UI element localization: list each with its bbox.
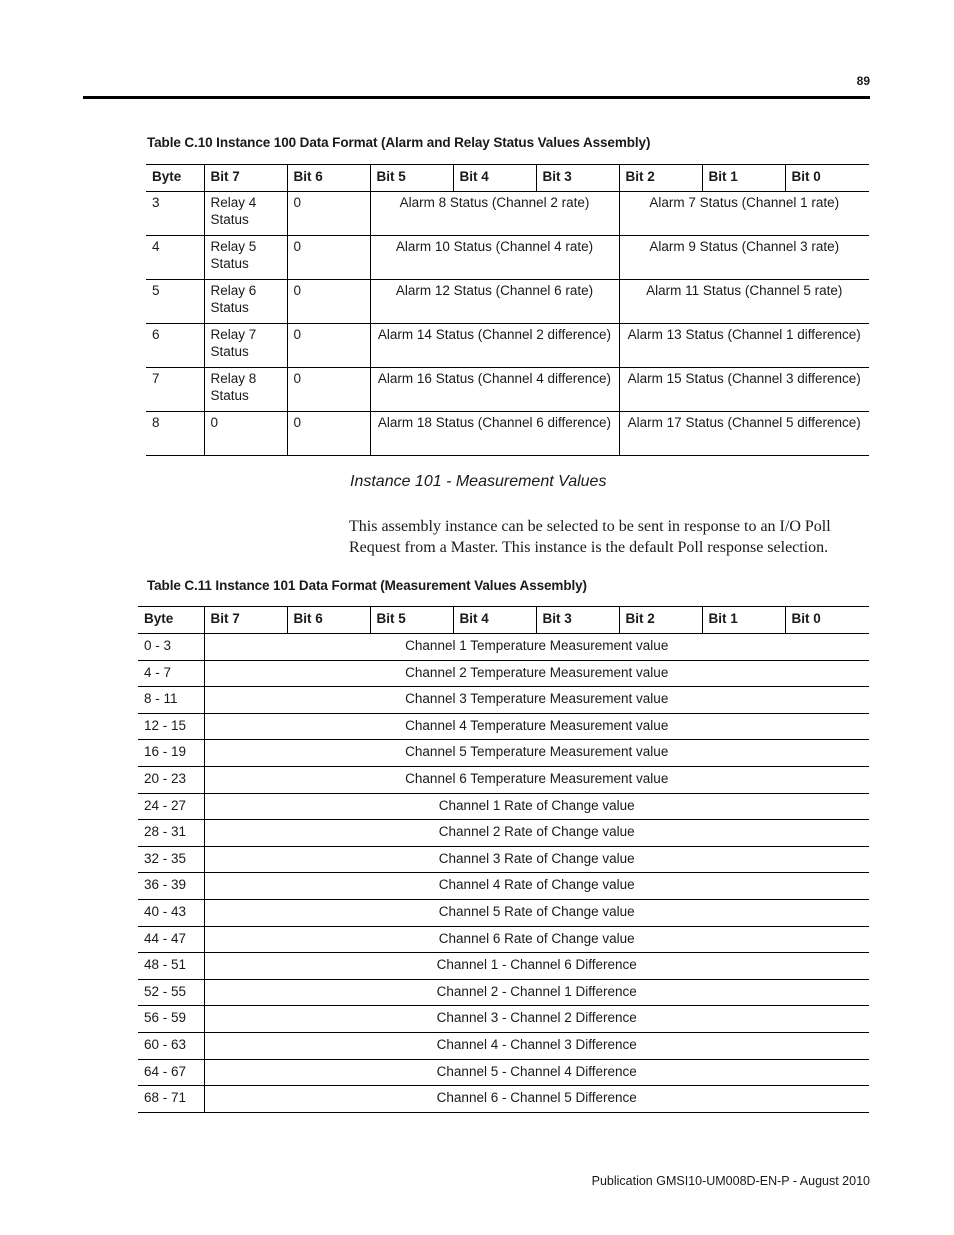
- measurement-value-cell: Channel 3 - Channel 2 Difference: [204, 1006, 869, 1033]
- bit6-cell: 0: [287, 280, 370, 324]
- column-header: Bit 0: [785, 607, 869, 634]
- table-row: [138, 899, 869, 926]
- measurement-value-cell: Channel 6 Temperature Measurement value: [204, 766, 869, 793]
- column-header: Bit 6: [287, 607, 370, 634]
- measurement-value-cell: Channel 1 - Channel 6 Difference: [204, 953, 869, 980]
- byte-cell: 44 - 47: [138, 926, 204, 953]
- alarm-status-cell: Alarm 8 Status (Channel 2 rate): [370, 192, 619, 236]
- column-header: Bit 4: [453, 607, 536, 634]
- byte-cell: 6: [146, 324, 204, 368]
- table-row: [138, 1059, 869, 1086]
- alarm-status-cell: Alarm 18 Status (Channel 6 difference): [370, 412, 619, 456]
- table-row: [138, 1032, 869, 1059]
- byte-cell: 28 - 31: [138, 820, 204, 847]
- table-row: [138, 740, 869, 767]
- measurement-value-cell: Channel 6 Rate of Change value: [204, 926, 869, 953]
- bit6-cell: 0: [287, 324, 370, 368]
- byte-cell: 52 - 55: [138, 979, 204, 1006]
- byte-cell: 36 - 39: [138, 873, 204, 900]
- bit7-cell: Relay 4 Status: [204, 192, 287, 236]
- table-c10: [146, 164, 869, 456]
- column-header: Bit 1: [702, 607, 785, 634]
- alarm-status-cell: Alarm 7 Status (Channel 1 rate): [619, 192, 869, 236]
- table-row: [138, 979, 869, 1006]
- byte-cell: 20 - 23: [138, 766, 204, 793]
- measurement-value-cell: Channel 4 Rate of Change value: [204, 873, 869, 900]
- byte-cell: 68 - 71: [138, 1086, 204, 1113]
- byte-cell: 5: [146, 280, 204, 324]
- alarm-status-cell: Alarm 15 Status (Channel 3 difference): [619, 368, 869, 412]
- measurement-value-cell: Channel 3 Temperature Measurement value: [204, 687, 869, 714]
- bit6-cell: 0: [287, 192, 370, 236]
- measurement-value-cell: Channel 5 - Channel 4 Difference: [204, 1059, 869, 1086]
- table-row: [138, 926, 869, 953]
- measurement-value-cell: Channel 3 Rate of Change value: [204, 846, 869, 873]
- bit7-cell: Relay 5 Status: [204, 236, 287, 280]
- section-body: This assembly instance can be selected to be sent in response to an I/O Poll Request from a Master. This instance is the default Poll response selection.: [349, 518, 831, 556]
- alarm-status-cell: Alarm 10 Status (Channel 4 rate): [370, 236, 619, 280]
- alarm-status-cell: Alarm 9 Status (Channel 3 rate): [619, 236, 869, 280]
- section-heading: Instance 101 - Measurement Values: [350, 473, 607, 490]
- byte-cell: 24 - 27: [138, 793, 204, 820]
- table-row: [146, 192, 869, 236]
- table-row: [138, 793, 869, 820]
- alarm-status-cell: Alarm 14 Status (Channel 2 difference): [370, 324, 619, 368]
- header-rule: [83, 96, 870, 99]
- table-row: [138, 687, 869, 714]
- column-header: Bit 0: [785, 165, 869, 192]
- table-c11-caption: Table C.11 Instance 101 Data Format (Measurement Values Assembly): [147, 578, 587, 593]
- byte-cell: 8: [146, 412, 204, 456]
- measurement-value-cell: Channel 6 - Channel 5 Difference: [204, 1086, 869, 1113]
- bit7-cell: 0: [204, 412, 287, 456]
- byte-cell: 60 - 63: [138, 1032, 204, 1059]
- table-c11: [138, 606, 869, 1113]
- measurement-value-cell: Channel 1 Temperature Measurement value: [204, 634, 869, 661]
- measurement-value-cell: Channel 1 Rate of Change value: [204, 793, 869, 820]
- column-header: Bit 2: [619, 607, 702, 634]
- measurement-value-cell: Channel 2 Rate of Change value: [204, 820, 869, 847]
- column-header: Bit 1: [702, 165, 785, 192]
- table-row: [146, 412, 869, 456]
- column-header: Bit 7: [204, 165, 287, 192]
- table-row: [138, 766, 869, 793]
- page-number: 89: [856, 74, 870, 88]
- bit7-cell: Relay 6 Status: [204, 280, 287, 324]
- table-row: [138, 713, 869, 740]
- byte-cell: 4: [146, 236, 204, 280]
- measurement-value-cell: Channel 2 Temperature Measurement value: [204, 660, 869, 687]
- bit6-cell: 0: [287, 368, 370, 412]
- measurement-value-cell: Channel 4 Temperature Measurement value: [204, 713, 869, 740]
- table-row: [138, 1006, 869, 1033]
- measurement-value-cell: Channel 2 - Channel 1 Difference: [204, 979, 869, 1006]
- alarm-status-cell: Alarm 17 Status (Channel 5 difference): [619, 412, 869, 456]
- publication-footer: Publication GMSI10-UM008D-EN-P - August 2010: [591, 1174, 870, 1188]
- bit6-cell: 0: [287, 236, 370, 280]
- byte-cell: 48 - 51: [138, 953, 204, 980]
- table-row: [146, 236, 869, 280]
- alarm-status-cell: Alarm 12 Status (Channel 6 rate): [370, 280, 619, 324]
- column-header: Bit 5: [370, 607, 453, 634]
- bit7-cell: Relay 8 Status: [204, 368, 287, 412]
- table-row: [138, 660, 869, 687]
- bit6-cell: 0: [287, 412, 370, 456]
- byte-cell: 16 - 19: [138, 740, 204, 767]
- byte-cell: 56 - 59: [138, 1006, 204, 1033]
- byte-cell: 4 - 7: [138, 660, 204, 687]
- table-row: [138, 873, 869, 900]
- column-header: Byte: [146, 165, 204, 192]
- measurement-value-cell: Channel 5 Temperature Measurement value: [204, 740, 869, 767]
- table-row: [138, 1086, 869, 1113]
- table-c10-caption: Table C.10 Instance 100 Data Format (Alarm and Relay Status Values Assembly): [147, 135, 651, 150]
- measurement-value-cell: Channel 5 Rate of Change value: [204, 899, 869, 926]
- table-row: [146, 280, 869, 324]
- column-header: Bit 5: [370, 165, 453, 192]
- alarm-status-cell: Alarm 13 Status (Channel 1 difference): [619, 324, 869, 368]
- measurement-value-cell: Channel 4 - Channel 3 Difference: [204, 1032, 869, 1059]
- table-row: [138, 953, 869, 980]
- column-header: Bit 7: [204, 607, 287, 634]
- byte-cell: 8 - 11: [138, 687, 204, 714]
- byte-cell: 32 - 35: [138, 846, 204, 873]
- byte-cell: 3: [146, 192, 204, 236]
- column-header: Bit 4: [453, 165, 536, 192]
- table-row: [138, 820, 869, 847]
- bit7-cell: Relay 7 Status: [204, 324, 287, 368]
- table-row: [146, 324, 869, 368]
- alarm-status-cell: Alarm 11 Status (Channel 5 rate): [619, 280, 869, 324]
- column-header: Bit 3: [536, 607, 619, 634]
- alarm-status-cell: Alarm 16 Status (Channel 4 difference): [370, 368, 619, 412]
- column-header: Bit 6: [287, 165, 370, 192]
- table-row: [146, 368, 869, 412]
- byte-cell: 64 - 67: [138, 1059, 204, 1086]
- byte-cell: 40 - 43: [138, 899, 204, 926]
- byte-cell: 12 - 15: [138, 713, 204, 740]
- table-row: [138, 846, 869, 873]
- byte-cell: 7: [146, 368, 204, 412]
- byte-cell: 0 - 3: [138, 634, 204, 661]
- column-header: Bit 3: [536, 165, 619, 192]
- column-header: Byte: [138, 607, 204, 634]
- table-row: [138, 634, 869, 661]
- column-header: Bit 2: [619, 165, 702, 192]
